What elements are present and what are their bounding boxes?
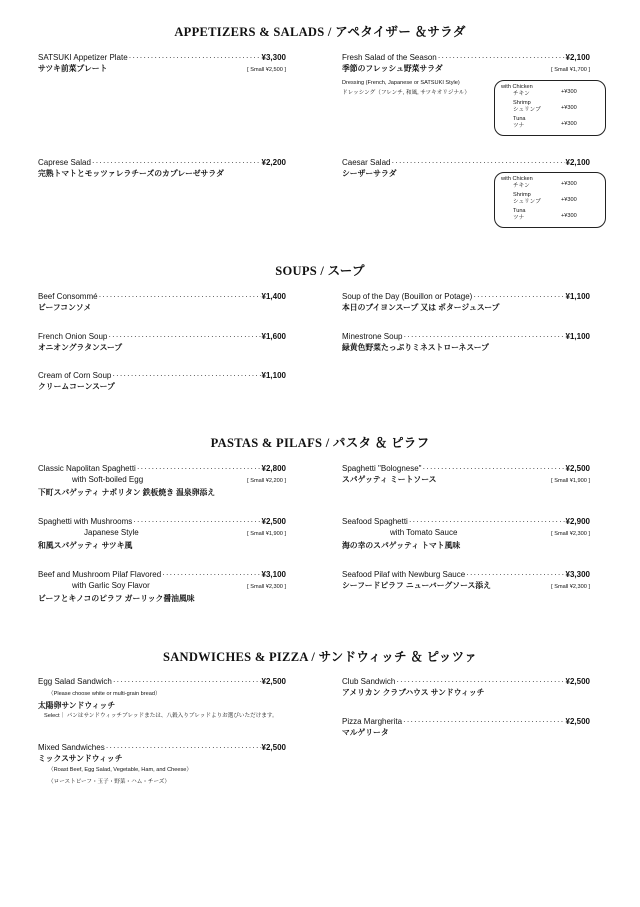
item-name: Caprese Salad [38, 158, 91, 167]
item-name: Spaghetti with Mushrooms [38, 517, 133, 526]
item-name: Beef and Mushroom Pilaf Flavored [38, 570, 162, 579]
addon-ja: シュリンプ [513, 106, 541, 113]
item-name-cont: with Tomato Sauce [390, 528, 458, 537]
item-price: ¥1,100 [565, 332, 590, 341]
item-name: Minestrone Soup [342, 332, 403, 341]
item-jp-name: スパゲッティ ミートソース [342, 475, 437, 484]
item-name-cont: with Garlic Soy Flavor [72, 581, 150, 590]
addon-shrimp [501, 192, 597, 205]
salad-addons-box [494, 172, 606, 228]
item-name: SATSUKI Appetizer Plate [38, 53, 128, 62]
item-jp-name: シーフードピラフ ニューバーグソース添え [342, 581, 491, 590]
menu-item-bolognese [342, 463, 590, 487]
menu-item-mushroom-spaghetti [38, 516, 286, 551]
addon-en: Shrimp [513, 100, 531, 106]
menu-item-consomme [38, 291, 286, 313]
contents-note: （Roast Beef, Egg Salad, Vegetable, Ham, and Cheese） [48, 767, 192, 773]
item-jp-name: ミックスサンドウィッチ [38, 754, 123, 763]
item-price: ¥2,100 [565, 158, 590, 167]
item-price: ¥2,500 [565, 677, 590, 686]
salad-addons-box [494, 80, 606, 136]
addon-ja: ツナ [513, 122, 525, 129]
section-title-pastas: PASTAS & PILAFS / パスタ ＆ ピラフ [210, 436, 430, 450]
addon-chicken [501, 84, 597, 97]
small-price: [ Small ¥2,300 ] [551, 584, 590, 590]
item-jp-name: サツキ前菜プレート [38, 64, 108, 73]
item-jp-name: 完熟トマトとモッツァレラチーズのカプレーゼサラダ [38, 169, 224, 178]
addon-ja: ツナ [513, 214, 525, 221]
addon-price: +¥300 [561, 197, 577, 203]
menu-item-corn-soup [38, 370, 286, 392]
item-name: Seafood Spaghetti [342, 517, 408, 526]
addon-en: with Chicken [501, 176, 533, 182]
item-price: ¥3,100 [261, 570, 286, 579]
item-name: Seafood Pilaf with Newburg Sauce [342, 570, 466, 579]
addon-en: Shrimp [513, 192, 531, 198]
item-price: ¥2,900 [565, 517, 590, 526]
menu-item-minestrone [342, 331, 590, 353]
menu-item-beef-pilaf [38, 569, 286, 604]
item-price: ¥2,500 [261, 743, 286, 752]
item-jp-name: ビーフとキノコのピラフ ガーリック醤油風味 [38, 594, 195, 603]
item-price: ¥2,500 [261, 517, 286, 526]
item-price: ¥2,500 [565, 464, 590, 473]
item-name: French Onion Soup [38, 332, 108, 341]
small-price: [ Small ¥1,900 ] [247, 531, 286, 537]
small-price: [ Small ¥1,700 ] [551, 67, 590, 73]
item-name: Mixed Sandwiches [38, 743, 105, 752]
menu-item-pizza [342, 716, 590, 738]
menu-item-satsuki-plate [38, 52, 286, 76]
addon-price: +¥300 [561, 181, 577, 187]
addon-price: +¥300 [561, 105, 577, 111]
menu-item-napolitan [38, 463, 286, 498]
menu-item-seafood-pilaf [342, 569, 590, 593]
addon-ja: チキン [513, 90, 530, 97]
item-price: ¥2,200 [261, 158, 286, 167]
item-jp-name: 季節のフレッシュ野菜サラダ [342, 64, 443, 73]
addon-ja: チキン [513, 182, 530, 189]
addon-chicken [501, 176, 597, 189]
menu-item-club-sandwich [342, 676, 590, 698]
menu-item-caprese [38, 157, 286, 179]
addon-price: +¥300 [561, 213, 577, 219]
dressing-note-jp: ドレッシング（フレンチ, 和風, サツキオリジナル） [342, 90, 470, 96]
item-jp-name: 本日のブイヨンスープ 又は ポタージュスープ [342, 303, 500, 312]
addon-tuna [501, 116, 597, 129]
item-name: Cream of Corn Soup [38, 371, 112, 380]
item-jp-name: アメリカン クラブハウス サンドウィッチ [342, 688, 485, 697]
small-price: [ Small ¥2,300 ] [247, 584, 286, 590]
contents-note-jp: （ローストビーフ・玉子・野菜・ハム・チーズ） [48, 779, 170, 785]
item-jp-name: 緑黄色野菜たっぷりミネストローネスープ [342, 343, 489, 352]
item-jp-name: オニオングラタンスープ [38, 343, 123, 352]
item-jp-name: 太陽卵サンドウィッチ [38, 701, 116, 710]
item-name: Caesar Salad [342, 158, 391, 167]
item-price: ¥3,300 [565, 570, 590, 579]
item-jp-name: 下町スパゲッティ ナポリタン 鉄板焼き 温泉卵添え [38, 488, 216, 497]
addon-price: +¥300 [561, 89, 577, 95]
menu-item-onion-soup [38, 331, 286, 353]
item-jp-name: 和風スパゲッティ サツキ風 [38, 541, 133, 550]
menu-item-mixed-sandwiches [38, 742, 286, 786]
item-price: ¥1,100 [565, 292, 590, 301]
item-jp-name: シーザーサラダ [342, 169, 397, 178]
item-price: ¥2,500 [261, 677, 286, 686]
small-price: [ Small ¥2,200 ] [247, 478, 286, 484]
small-price: [ Small ¥2,300 ] [551, 531, 590, 537]
section-title-soups: SOUPS / スープ [275, 264, 365, 278]
small-price: [ Small ¥2,500 ] [247, 67, 286, 73]
addon-en: with Chicken [501, 84, 533, 90]
item-jp-name: 海の幸のスパゲッティ トマト風味 [342, 541, 461, 550]
item-price: ¥2,100 [565, 53, 590, 62]
addon-price: +¥300 [561, 121, 577, 127]
addon-en: Tuna [513, 208, 526, 214]
item-name-cont: with Soft-boiled Egg [72, 475, 144, 484]
item-name: Club Sandwich [342, 677, 396, 686]
item-price: ¥1,100 [261, 371, 286, 380]
bread-note: （Please choose white or multi-grain bread） [48, 691, 161, 697]
item-name: Fresh Salad of the Season [342, 53, 437, 62]
menu-item-egg-sandwich [38, 676, 286, 720]
item-price: ¥1,600 [261, 332, 286, 341]
section-title-appetizers: APPETIZERS & SALADS / アペタイザー ＆サラダ [174, 25, 466, 39]
small-price: [ Small ¥1,900 ] [551, 478, 590, 484]
dressing-note: Dressing (French, Japanese or SATSUKI Style) [342, 80, 460, 86]
item-name: Soup of the Day (Bouillon or Potage) [342, 292, 473, 301]
menu-item-soup-of-day [342, 291, 590, 313]
item-jp-name: ビーフコンソメ [38, 303, 92, 312]
item-jp-name: マルゲリータ [342, 728, 389, 737]
item-price: ¥3,300 [261, 53, 286, 62]
item-jp-name: クリームコーンスープ [38, 382, 115, 391]
item-price: ¥2,800 [261, 464, 286, 473]
item-price: ¥2,500 [565, 717, 590, 726]
section-title-sandwiches: SANDWICHES & PIZZA / サンドウィッチ ＆ ピッツァ [162, 650, 478, 664]
item-name: Classic Napolitan Spaghetti [38, 464, 136, 473]
item-name: Spaghetti "Bolognese" [342, 464, 422, 473]
item-name: Pizza Margherita [342, 717, 403, 726]
bread-note-jp: Select｜ パンはサンドウィッチブレッドまたは、八穀入りブレッドよりお選びいただけます。 [44, 713, 278, 719]
item-name: Beef Consommé [38, 292, 98, 301]
addon-ja: シュリンプ [513, 198, 541, 205]
item-name: Egg Salad Sandwich [38, 677, 112, 686]
addon-tuna [501, 208, 597, 221]
item-name-cont: Japanese Style [84, 528, 139, 537]
item-price: ¥1,400 [261, 292, 286, 301]
addon-shrimp [501, 100, 597, 113]
addon-en: Tuna [513, 116, 526, 122]
menu-item-seafood-spaghetti [342, 516, 590, 551]
